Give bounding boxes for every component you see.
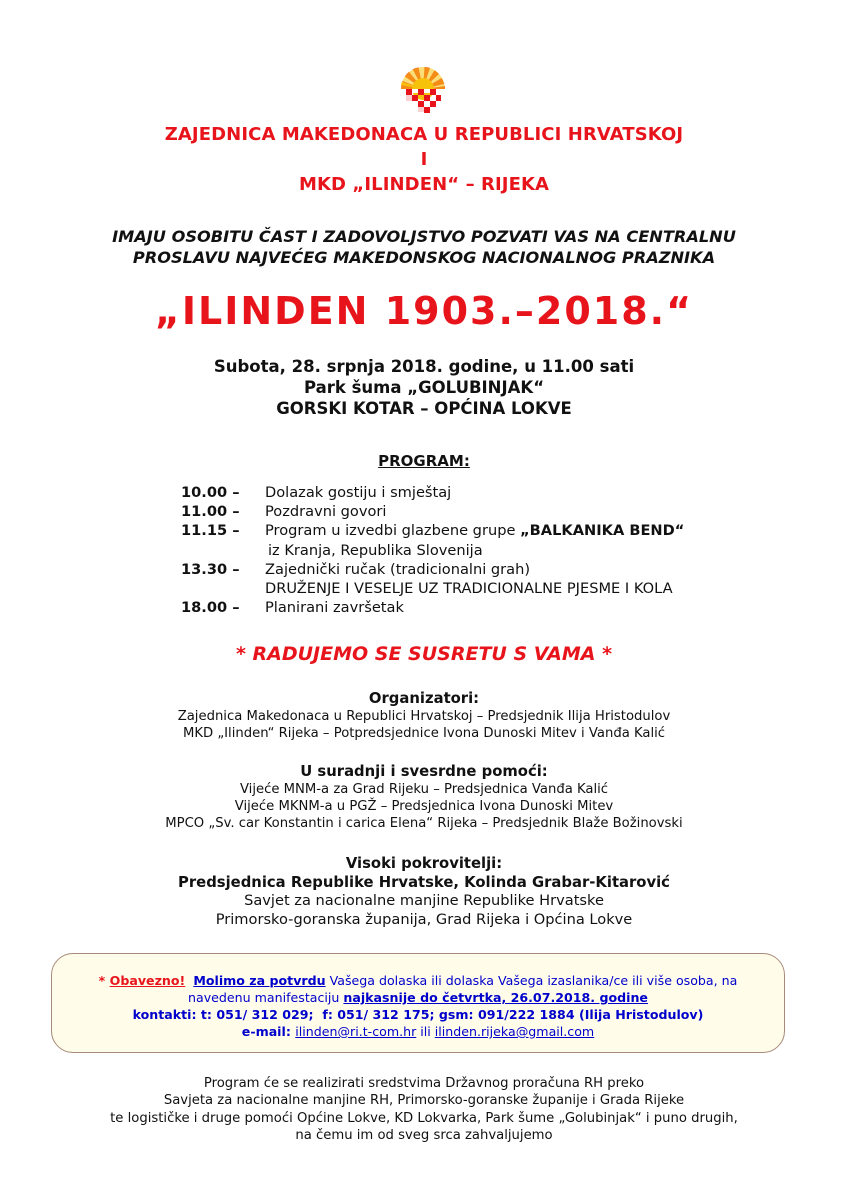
program-time: 10.00 – — [181, 484, 240, 501]
checkerboard — [401, 89, 445, 113]
program-time: 13.30 – — [181, 560, 240, 578]
program-text: Zajednički ručak (tradicionalni grah) — [265, 560, 531, 578]
footer-line: Program će se realizirati sredstvima Državnog proračuna RH preko — [203, 1076, 645, 1091]
event-place: Park šuma „GOLUBINJAK“ — [303, 378, 545, 397]
program-text — [265, 521, 684, 540]
program-time: 18.00 – — [181, 599, 240, 617]
patrons-section — [0, 854, 848, 929]
logo-graphic — [398, 63, 448, 117]
footer-line: na čemu im od sveg srca zahvaljujemo — [295, 1128, 553, 1144]
confirm-request: Molimo za potvrdu — [193, 973, 326, 988]
email-link-2[interactable]: ilinden.rijeka@gmail.com — [434, 1024, 595, 1039]
email-link-1[interactable]: ilinden@ri.t-com.hr — [295, 1024, 417, 1039]
rsvp-deadline: najkasnije do četvrtka, 26.07.2018. godine — [343, 990, 648, 1005]
email-label: e-mail: — [241, 1024, 296, 1039]
motto: * RADUJEMO SE SUSRETU S VAMA * — [235, 643, 613, 665]
event-details — [0, 356, 848, 419]
rsvp-line1 — [52, 972, 784, 989]
program-item-continuation: DRUŽENJE I VESELJE UZ TRADICIONALNE PJESME I KOLA — [265, 580, 673, 598]
program-text: Dolazak gostiju i smještaj — [265, 484, 452, 501]
patrons-title: Visoki pokrovitelji: — [345, 855, 503, 872]
cooperation-line: MPCO „Sv. car Konstantin i carica Elena“ Rijeka – Predsjednik Blaže Božinovski — [165, 816, 683, 832]
cooperation-title: U suradnji i svesrdne pomoći: — [300, 763, 548, 780]
event-date: Subota, 28. srpnja 2018. godine, u 11.00 sati — [213, 357, 635, 376]
mandatory-label: Obavezno! — [109, 973, 186, 988]
rsvp-text: Vašega dolaska ili dolaska Vašega izaslanika/ce ili više osoba, na — [325, 973, 738, 988]
event-title: „ILINDEN 1903.–2018.“ — [154, 289, 694, 333]
program-text: Pozdravni govori — [265, 503, 387, 521]
cooperation-line: Vijeće MNM-a za Grad Rijeku – Predsjednica Vanđa Kalić — [239, 782, 609, 797]
event-region: GORSKI KOTAR – OPĆINA LOKVE — [276, 399, 572, 418]
rsvp-text: navedenu manifestaciju — [188, 990, 344, 1005]
email-separator: ili — [416, 1024, 435, 1039]
rsvp-line2 — [52, 989, 784, 1006]
invitation-text — [0, 226, 848, 268]
program-text-main: Program u izvedbi glazbene grupe — [265, 522, 521, 540]
invitation-line: IMAJU OSOBITU ČAST I ZADOVOLJSTVO POZVATI VAS NA CENTRALNU — [112, 227, 736, 246]
program-text: Planirani završetak — [265, 599, 404, 617]
rsvp-star: * — [98, 973, 110, 988]
patron-main: Predsjednica Republike Hrvatske, Kolinda Grabar-Kitarović — [178, 874, 670, 891]
program-title: PROGRAM: — [378, 452, 470, 470]
rsvp-box — [51, 953, 785, 1053]
program-list — [181, 483, 684, 617]
organizers-section — [0, 689, 848, 742]
footer-line: te logističke i druge pomoći Općine Lokve, KD Lokvarka, Park šume „Golubinjak“ i puno drugih, — [110, 1110, 738, 1126]
rsvp-email-line — [52, 1023, 784, 1040]
patron-line: Primorsko-goranska županija, Grad Rijeka i Općina Lokve — [215, 910, 633, 928]
cooperation-line: Vijeće MKNM-a u PGŽ – Predsjednica Ivona Dunoski Mitev — [234, 799, 614, 815]
program-item — [181, 502, 684, 521]
organizer-title-line2: MKD „ILINDEN“ – RIJEKA — [298, 174, 550, 195]
program-time: 11.15 – — [181, 522, 240, 540]
program-item — [181, 598, 684, 617]
program-item — [181, 483, 684, 502]
organizer-title-conjunction: I — [420, 149, 428, 170]
footer-line: Savjeta za nacionalne manjine RH, Primorsko-goranske županije i Grada Rijeke — [163, 1093, 685, 1109]
program-item — [181, 560, 684, 579]
organizer-line: Zajednica Makedonaca u Republici Hrvatskoj – Predsjednik Ilija Hristodulov — [177, 709, 671, 724]
funding-note — [0, 1075, 848, 1145]
patron-line: Savjet za nacionalne manjine Republike Hrvatske — [244, 892, 604, 909]
band-name: „BALKANIKA BEND“ — [520, 522, 685, 540]
sun-checkerboard-logo-icon — [398, 63, 448, 117]
cooperation-section — [0, 762, 848, 833]
organizer-title-line1: ZAJEDNICA MAKEDONACA U REPUBLICI HRVATSKOJ — [164, 124, 684, 145]
organizers-title: Organizatori: — [368, 690, 480, 707]
organizer-line: MKD „Ilinden“ Rijeka – Potpredsjednice Ivona Dunoski Mitev i Vanđa Kalić — [182, 726, 666, 742]
program-time: 11.00 – — [181, 503, 240, 521]
invitation-line: PROSLAVU NAJVEĆEG MAKEDONSKOG NACIONALNOG PRAZNIKA — [132, 248, 716, 267]
program-item — [181, 521, 684, 540]
rsvp-contacts: kontakti: t: 051/ 312 029; f: 051/ 312 175; gsm: 091/222 1884 (Ilija Hristodulov) — [132, 1007, 704, 1022]
program-item-continuation: iz Kranja, Republika Slovenija — [268, 541, 483, 559]
